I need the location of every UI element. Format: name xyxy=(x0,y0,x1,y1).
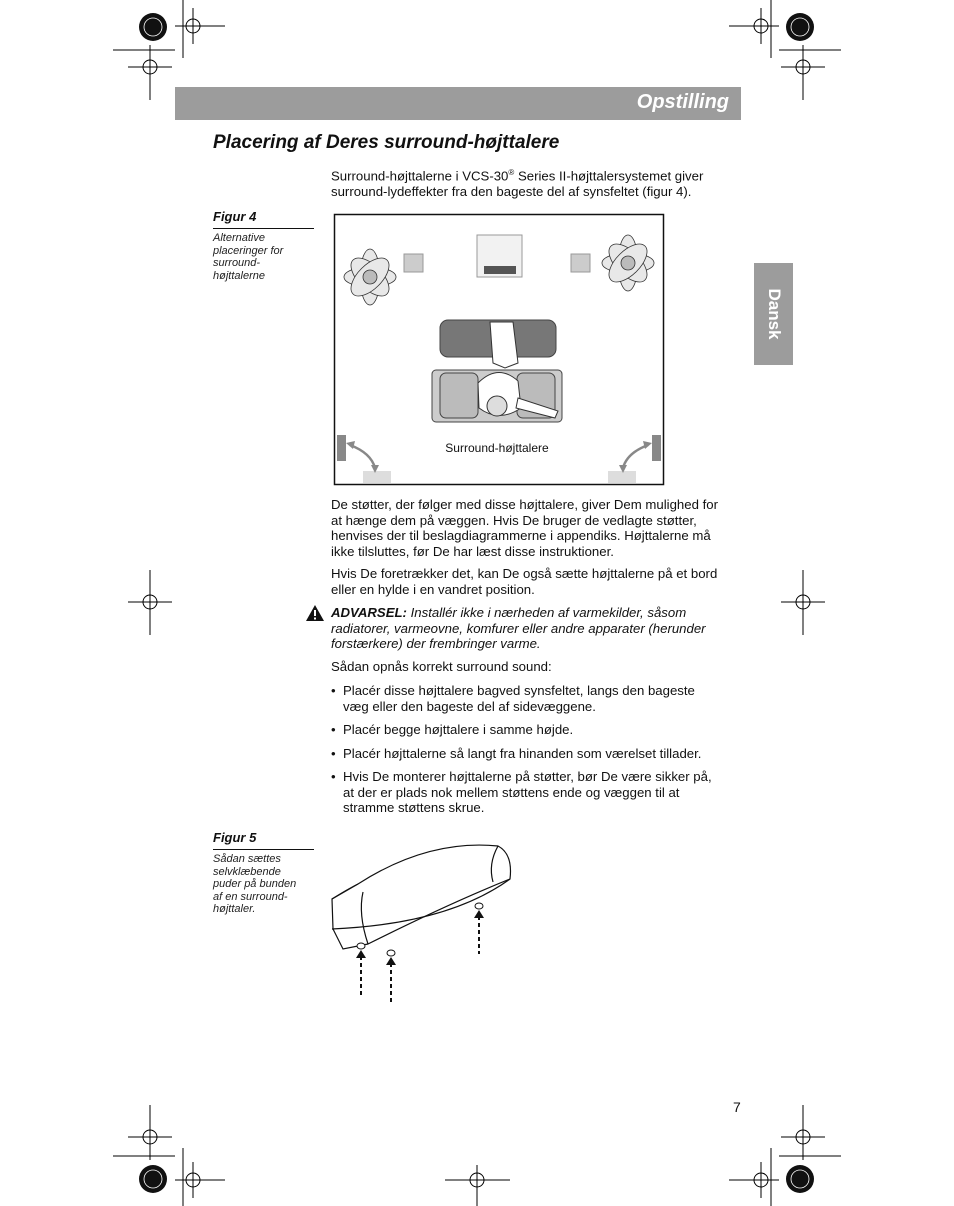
list-item xyxy=(331,722,751,738)
figure4-caption-line: placeringer for xyxy=(213,244,284,257)
warning-label: ADVARSEL: xyxy=(331,605,407,620)
figure5-caption-line: af en surround- xyxy=(213,890,288,903)
figure4-room-diagram xyxy=(333,213,665,486)
bullet: • xyxy=(331,722,336,737)
list-intro: Sådan opnås korrekt surround sound: xyxy=(331,659,552,674)
paragraph-horizontal xyxy=(331,566,717,597)
figure5-caption-line: højttaler. xyxy=(213,903,256,915)
list-item-text: stramme støttens skrue. xyxy=(343,800,485,815)
list-item-text: Hvis De monterer højttalerne på støtter, bør De være sikker på, xyxy=(343,769,712,784)
bullet-list xyxy=(331,683,751,816)
figure5-caption-line: puder på bunden xyxy=(213,878,297,890)
warning-text: Installér ikke i nærheden af varmekilder, såsom xyxy=(406,605,687,620)
list-item xyxy=(331,769,751,816)
bullet: • xyxy=(331,745,336,761)
figure4-caption-line: Alternative xyxy=(213,232,265,244)
figure5-title: Figur 5 xyxy=(213,830,257,845)
list-item-text: Placér højttalerne så langt fra hinanden som værelset tillader. xyxy=(343,745,702,761)
front-speaker-left-icon xyxy=(404,254,423,272)
text-line: henvises der til beslagdiagrammerne i appendiks. Højttalerne må xyxy=(331,528,711,543)
figure5-caption xyxy=(213,830,314,916)
text-line: Hvis De foretrækker det, kan De også sætte højttalerne på et bord xyxy=(331,566,718,581)
figure4-caption-line: surround- xyxy=(213,257,261,269)
figure4-rule xyxy=(213,228,314,229)
section-header-bar xyxy=(175,87,741,120)
registered-mark: ® xyxy=(508,168,515,177)
front-speaker-right-icon xyxy=(571,254,590,272)
surround-speaker-left-icon xyxy=(337,435,346,461)
text-line: De støtter, der følger med disse højttalere, giver Dem mulighed for xyxy=(331,497,718,512)
text-line: eller en hylde i en vandret position. xyxy=(331,581,535,597)
section-title: Opstilling xyxy=(636,91,729,113)
figure5-caption-line: selvklæbende xyxy=(213,865,281,878)
figure4-title: Figur 4 xyxy=(213,209,257,224)
language-tab xyxy=(754,263,793,365)
intro-text-2: Series II-højttalersystemet giver xyxy=(514,168,704,184)
intro-paragraph xyxy=(331,165,703,199)
warning-block xyxy=(331,605,706,652)
warning-icon xyxy=(305,604,325,622)
list-item-text: at der er plads nok mellem støttens ende og væggen til at xyxy=(343,784,680,800)
list-item-text: Placér begge højttalere i samme højde. xyxy=(343,722,574,737)
surround-speakers-label: Surround-højttalere xyxy=(445,441,549,455)
text-line: ikke tilsluttes, før De har læst disse instruktioner. xyxy=(331,543,614,559)
intro-text-3: surround-lydeffekter fra den bageste del af synsfeltet (figur 4). xyxy=(331,183,692,199)
figure5-speaker-diagram xyxy=(328,834,528,1004)
language-tab-label: Dansk xyxy=(764,288,784,340)
text-line: at hænge dem på væggen. Hvis De bruger de vedlagte støtter, xyxy=(331,512,697,528)
bullet: • xyxy=(331,683,336,698)
figure4-caption xyxy=(213,209,314,282)
bullet: • xyxy=(331,769,336,784)
page-heading: Placering af Deres surround-højttalere xyxy=(213,132,560,153)
warning-text: radiatorer, varmeovne, komfurer eller andre apparater (herunder xyxy=(331,620,706,636)
tv-icon xyxy=(477,235,522,277)
figure5-caption-line: Sådan sættes xyxy=(213,853,281,865)
intro-text-1: Surround-højttalerne i VCS-30 xyxy=(331,168,509,184)
list-item-text: væg eller den bageste del af sidevæggene. xyxy=(343,698,596,714)
figure5-rule xyxy=(213,849,314,850)
list-item-text: Placér disse højttalere bagved synsfeltet, langs den bageste xyxy=(343,683,695,698)
list-item xyxy=(331,683,751,714)
paragraph-mounting xyxy=(331,497,718,559)
figure4-caption-line: højttalerne xyxy=(213,269,265,282)
list-item xyxy=(331,746,751,762)
warning-text: forstærkere) der frembringer varme. xyxy=(331,636,541,651)
surround-speaker-right-icon xyxy=(652,435,661,461)
page-number: 7 xyxy=(733,1099,741,1115)
